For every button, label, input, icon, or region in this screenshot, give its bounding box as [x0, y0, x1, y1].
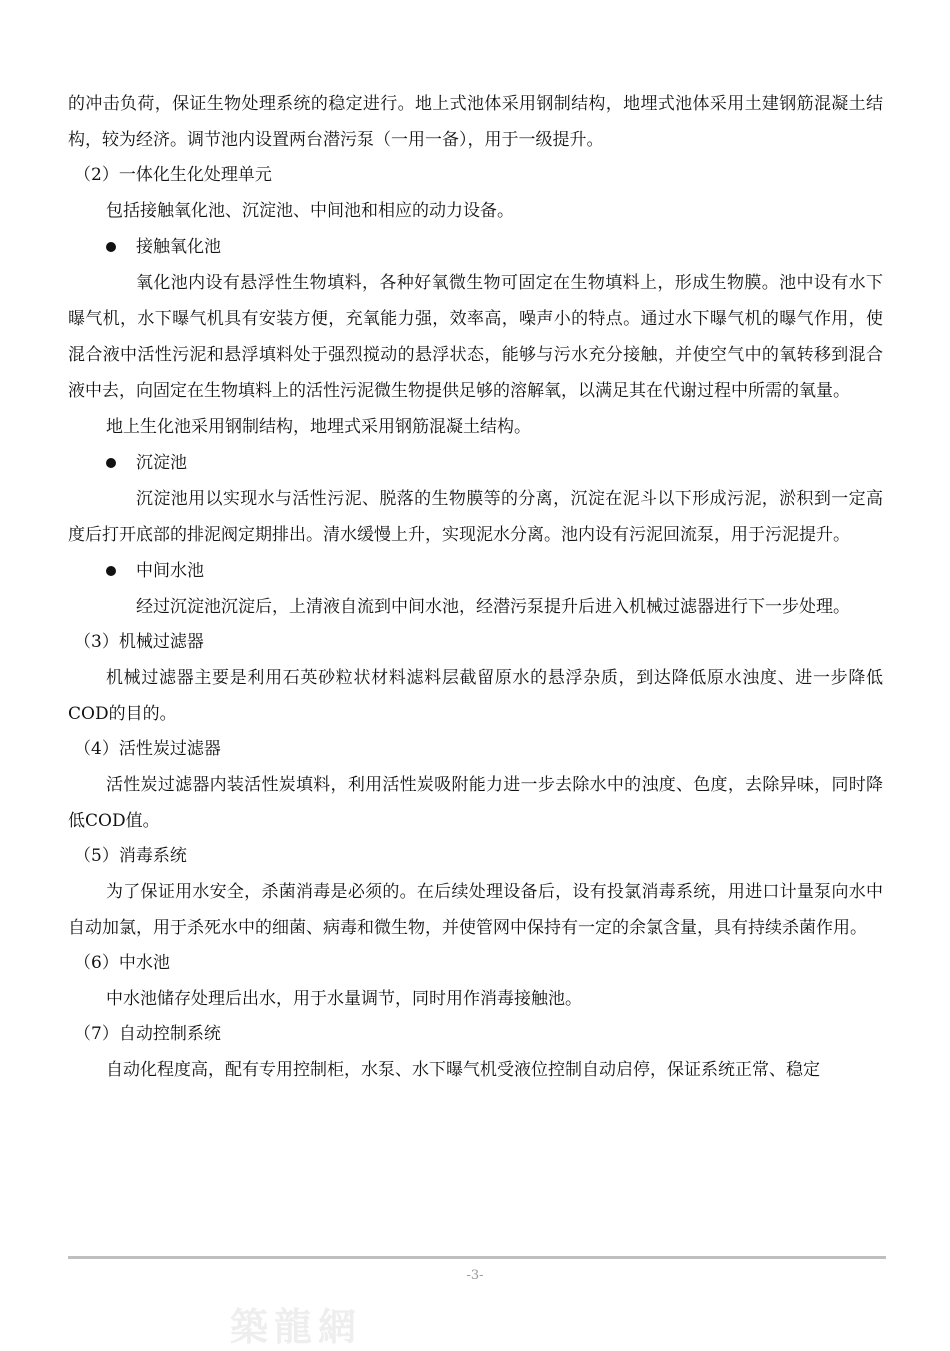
paragraph: 经过沉淀池沉淀后，上清液自流到中间水池，经潜污泵提升后进入机械过滤器进行下一步处理。 — [136, 597, 850, 617]
paragraph: 沉淀池用以实现水与活性污泥、脱落的生物膜等的分离，沉淀在泥斗以下形成污泥，淤积到一定高度后打开底部的排泥阀定期排出。清水缓慢上升，实现泥水分离。池内设有污泥回流泵，用于污泥提升。 — [68, 489, 883, 545]
paragraph: 包括接触氧化池、沉淀池、中间池和相应的动力设备。 — [106, 201, 514, 221]
footer-divider — [68, 1256, 886, 1259]
bullet-item — [68, 229, 883, 265]
bullet-label: 中间水池 — [136, 561, 204, 581]
document-body — [68, 86, 883, 1088]
section-heading: （2）一体化生化处理单元 — [74, 165, 272, 185]
paragraph: 为了保证用水安全，杀菌消毒是必须的。在后续处理设备后，设有投氯消毒系统，用进口计量泵向水中自动加氯，用于杀死水中的细菌、病毒和微生物，并使管网中保持有一定的余氯含量，具有持续杀菌作用。 — [68, 882, 883, 938]
bullet-icon — [106, 242, 116, 252]
section-heading: （3）机械过滤器 — [74, 632, 204, 652]
paragraph: 的冲击负荷，保证生物处理系统的稳定进行。地上式池体采用钢制结构，地埋式池体采用土建钢筋混凝土结构，较为经济。调节池内设置两台潜污泵（一用一备），用于一级提升。 — [68, 94, 883, 150]
paragraph: 中水池储存处理后出水，用于水量调节，同时用作消毒接触池。 — [106, 989, 582, 1009]
bullet-item — [68, 445, 883, 481]
paragraph: 氧化池内设有悬浮性生物填料，各种好氧微生物可固定在生物填料上，形成生物膜。池中设有水下曝气机，水下曝气机具有安装方便，充氧能力强，效率高，噪声小的特点。通过水下曝气机的曝气作用，使混合液中活性污泥和悬浮填料处于强烈搅动的悬浮状态，能够与污水充分接触，并使空气中的氧转移到混合液中去，向固定在生物填料上的活性污泥微生物提供足够的溶解氧，以满足其在代谢过程中所需的氧量。 — [68, 273, 883, 401]
section-heading: （7）自动控制系统 — [74, 1024, 221, 1044]
bullet-label: 沉淀池 — [136, 453, 187, 473]
page-number: -3- — [466, 1268, 484, 1283]
section-heading: （5）消毒系统 — [74, 846, 187, 866]
bullet-label: 接触氧化池 — [136, 237, 221, 257]
paragraph: 机械过滤器主要是利用石英砂粒状材料滤料层截留原水的悬浮杂质，到达降低原水浊度、进一步降低COD的目的。 — [68, 668, 883, 724]
section-heading: （6）中水池 — [74, 953, 170, 973]
watermark-logo: 築龍網 — [230, 1304, 363, 1349]
bullet-icon — [106, 566, 116, 576]
section-heading: （4）活性炭过滤器 — [74, 739, 221, 759]
paragraph: 自动化程度高，配有专用控制柜，水泵、水下曝气机受液位控制自动启停，保证系统正常、稳定 — [106, 1060, 820, 1080]
paragraph: 地上生化池采用钢制结构，地埋式采用钢筋混凝土结构。 — [106, 417, 531, 437]
paragraph: 活性炭过滤器内装活性炭填料，利用活性炭吸附能力进一步去除水中的浊度、色度，去除异味，同时降低COD值。 — [68, 775, 883, 831]
bullet-icon — [106, 458, 116, 468]
bullet-item — [68, 553, 883, 589]
